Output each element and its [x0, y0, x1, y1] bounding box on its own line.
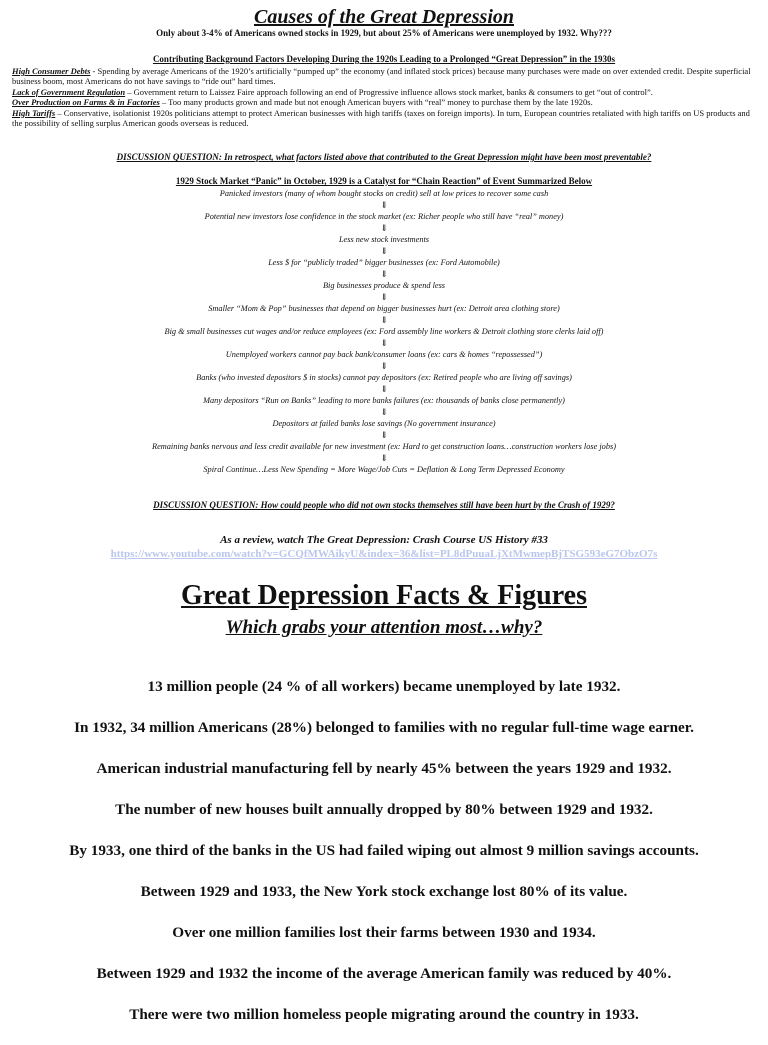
factor-item [12, 108, 758, 129]
chain-step: Big & small businesses cut wages and/or reduce employees (ex: Ford assembly line workers & Detroit clothing store clerks laid off) [164, 327, 604, 336]
fact-item: In 1932, 34 million Americans (28%) belonged to families with no regular full-time wage earner. [74, 719, 694, 736]
chain-step: Potential new investors lose confidence in the stock market (ex: Richer people who still have “real” money) [204, 212, 564, 221]
chain-step: Panicked investors (many of whom bought stocks on credit) sell at low prices to recover some cash [219, 189, 549, 198]
review-video-link[interactable]: https://www.youtube.com/watch?v=GCQfMWAikyU&index=36&list=PL8dPuuaLjXtMwmepBjTSG593eG7ObzO7s [110, 548, 658, 560]
chain-step: Remaining banks nervous and less credit available for new investment (ex: Hard to get construction loans…construction workers lose jobs) [152, 442, 616, 451]
factor-term: High Tariffs [12, 107, 56, 118]
fact-item: By 1933, one third of the banks in the US had failed wiping out almost 9 million savings accounts. [69, 842, 699, 859]
factor-text: – Too many products grown and made but not enough American buyers with “real” money to purchase them by the late 1920s. [159, 97, 593, 108]
facts-subtitle: Which grabs your attention most…why? [225, 617, 543, 638]
fact-item: The number of new houses built annually dropped by 80% between 1929 and 1932. [115, 801, 653, 818]
facts-list [0, 676, 768, 1045]
factor-text: – Conservative, isolationist 1920s politicians attempt to protect American businesses with high tariffs (taxes on foreign imports). In turn, European countries retaliated with high tariffs on US products and the possibility of selling surplus American goods overseas is reduced. [12, 107, 750, 129]
chain-step: Spiral Continue…Less New Spending = More Wage/Job Cuts = Deflation & Long Term Depressed Economy [203, 465, 565, 474]
down-arrow-icon: ⇓ [380, 223, 388, 233]
facts-title: Great Depression Facts & Figures [181, 580, 587, 611]
factor-item [12, 97, 758, 107]
factor-item [12, 66, 758, 87]
down-arrow-icon: ⇓ [380, 407, 388, 417]
discussion-question-2: DISCUSSION QUESTION: How could people who did not own stocks themselves still have been hurt by the Crash of 1929? [153, 500, 615, 510]
chain-step: Unemployed workers cannot pay back bank/consumer loans (ex: cars & homes “repossessed”) [225, 350, 543, 359]
fact-item: There were two million homeless people migrating around the country in 1933. [129, 1006, 639, 1023]
review-text: As a review, watch The Great Depression: Crash Course US History #33 [220, 534, 548, 546]
fact-item: American industrial manufacturing fell by nearly 45% between the years 1929 and 1932. [96, 760, 672, 777]
page-title: Causes of the Great Depression [253, 6, 514, 28]
factor-term: Over Production on Farms & in Factories [12, 97, 160, 108]
fact-item: 13 million people (24 % of all workers) became unemployed by late 1932. [147, 678, 621, 695]
down-arrow-icon: ⇓ [380, 338, 388, 348]
chain-step: Smaller “Mom & Pop” businesses that depend on bigger businesses hurt (ex: Detroit area clothing store) [208, 304, 560, 313]
down-arrow-icon: ⇓ [380, 246, 388, 256]
fact-item: Between 1929 and 1932 the income of the average American family was reduced by 40%. [96, 965, 672, 982]
chain-step: Less $ for “publicly traded” bigger businesses (ex: Ford Automobile) [268, 258, 500, 267]
chain-step: Depositors at failed banks lose savings (No government insurance) [272, 419, 496, 428]
down-arrow-icon: ⇓ [380, 361, 388, 371]
factors-heading: Contributing Background Factors Developing During the 1920s Leading to a Prolonged “Great Depression” in the 1930s [152, 54, 616, 64]
fact-item: Between 1929 and 1933, the New York stock exchange lost 80% of its value. [140, 883, 628, 900]
factors-list [12, 66, 758, 128]
page-subtitle: Only about 3-4% of Americans owned stocks in 1929, but about 25% of Americans were unemployed by 1932. Why??? [156, 28, 612, 38]
chain-step: Many depositors “Run on Banks” leading to more banks failures (ex: thousands of banks close permanently) [203, 396, 565, 405]
down-arrow-icon: ⇓ [380, 269, 388, 279]
discussion-question-1: DISCUSSION QUESTION: In retrospect, what factors listed above that contributed to the Great Depression might have been most preventable? [116, 152, 652, 162]
factor-term: Lack of Government Regulation [12, 86, 126, 97]
down-arrow-icon: ⇓ [380, 430, 388, 440]
down-arrow-icon: ⇓ [380, 384, 388, 394]
chain-step: Less new stock investments [338, 235, 430, 244]
fact-item: Over one million families lost their farms between 1930 and 1934. [172, 924, 596, 941]
down-arrow-icon: ⇓ [380, 315, 388, 325]
chain-reaction-list [0, 188, 768, 476]
down-arrow-icon: ⇓ [380, 453, 388, 463]
chain-step: Banks (who invested depositors $ in stocks) cannot pay depositors (ex: Retired people who are living off savings) [196, 373, 572, 382]
chain-step: Big businesses produce & spend less [322, 281, 446, 290]
factor-term: High Consumer Debts [12, 66, 91, 76]
factor-item [12, 87, 758, 97]
down-arrow-icon: ⇓ [380, 200, 388, 210]
down-arrow-icon: ⇓ [380, 292, 388, 302]
factor-text: - Spending by average Americans of the 1920’s artificially “pumped up” the economy (and inflated stock prices) because many purchases were made on over extended credit. Despite superficial business boom, most Americans do not have savings to “ride out” hard times. [12, 66, 751, 87]
factor-text: – Government return to Laissez Faire approach following an end of Progressive influence allows stock market, banks & consumers to get “out of control”. [125, 86, 653, 97]
chain-heading: 1929 Stock Market “Panic” in October, 1929 is a Catalyst for “Chain Reaction” of Event Summarized Below [175, 176, 593, 186]
